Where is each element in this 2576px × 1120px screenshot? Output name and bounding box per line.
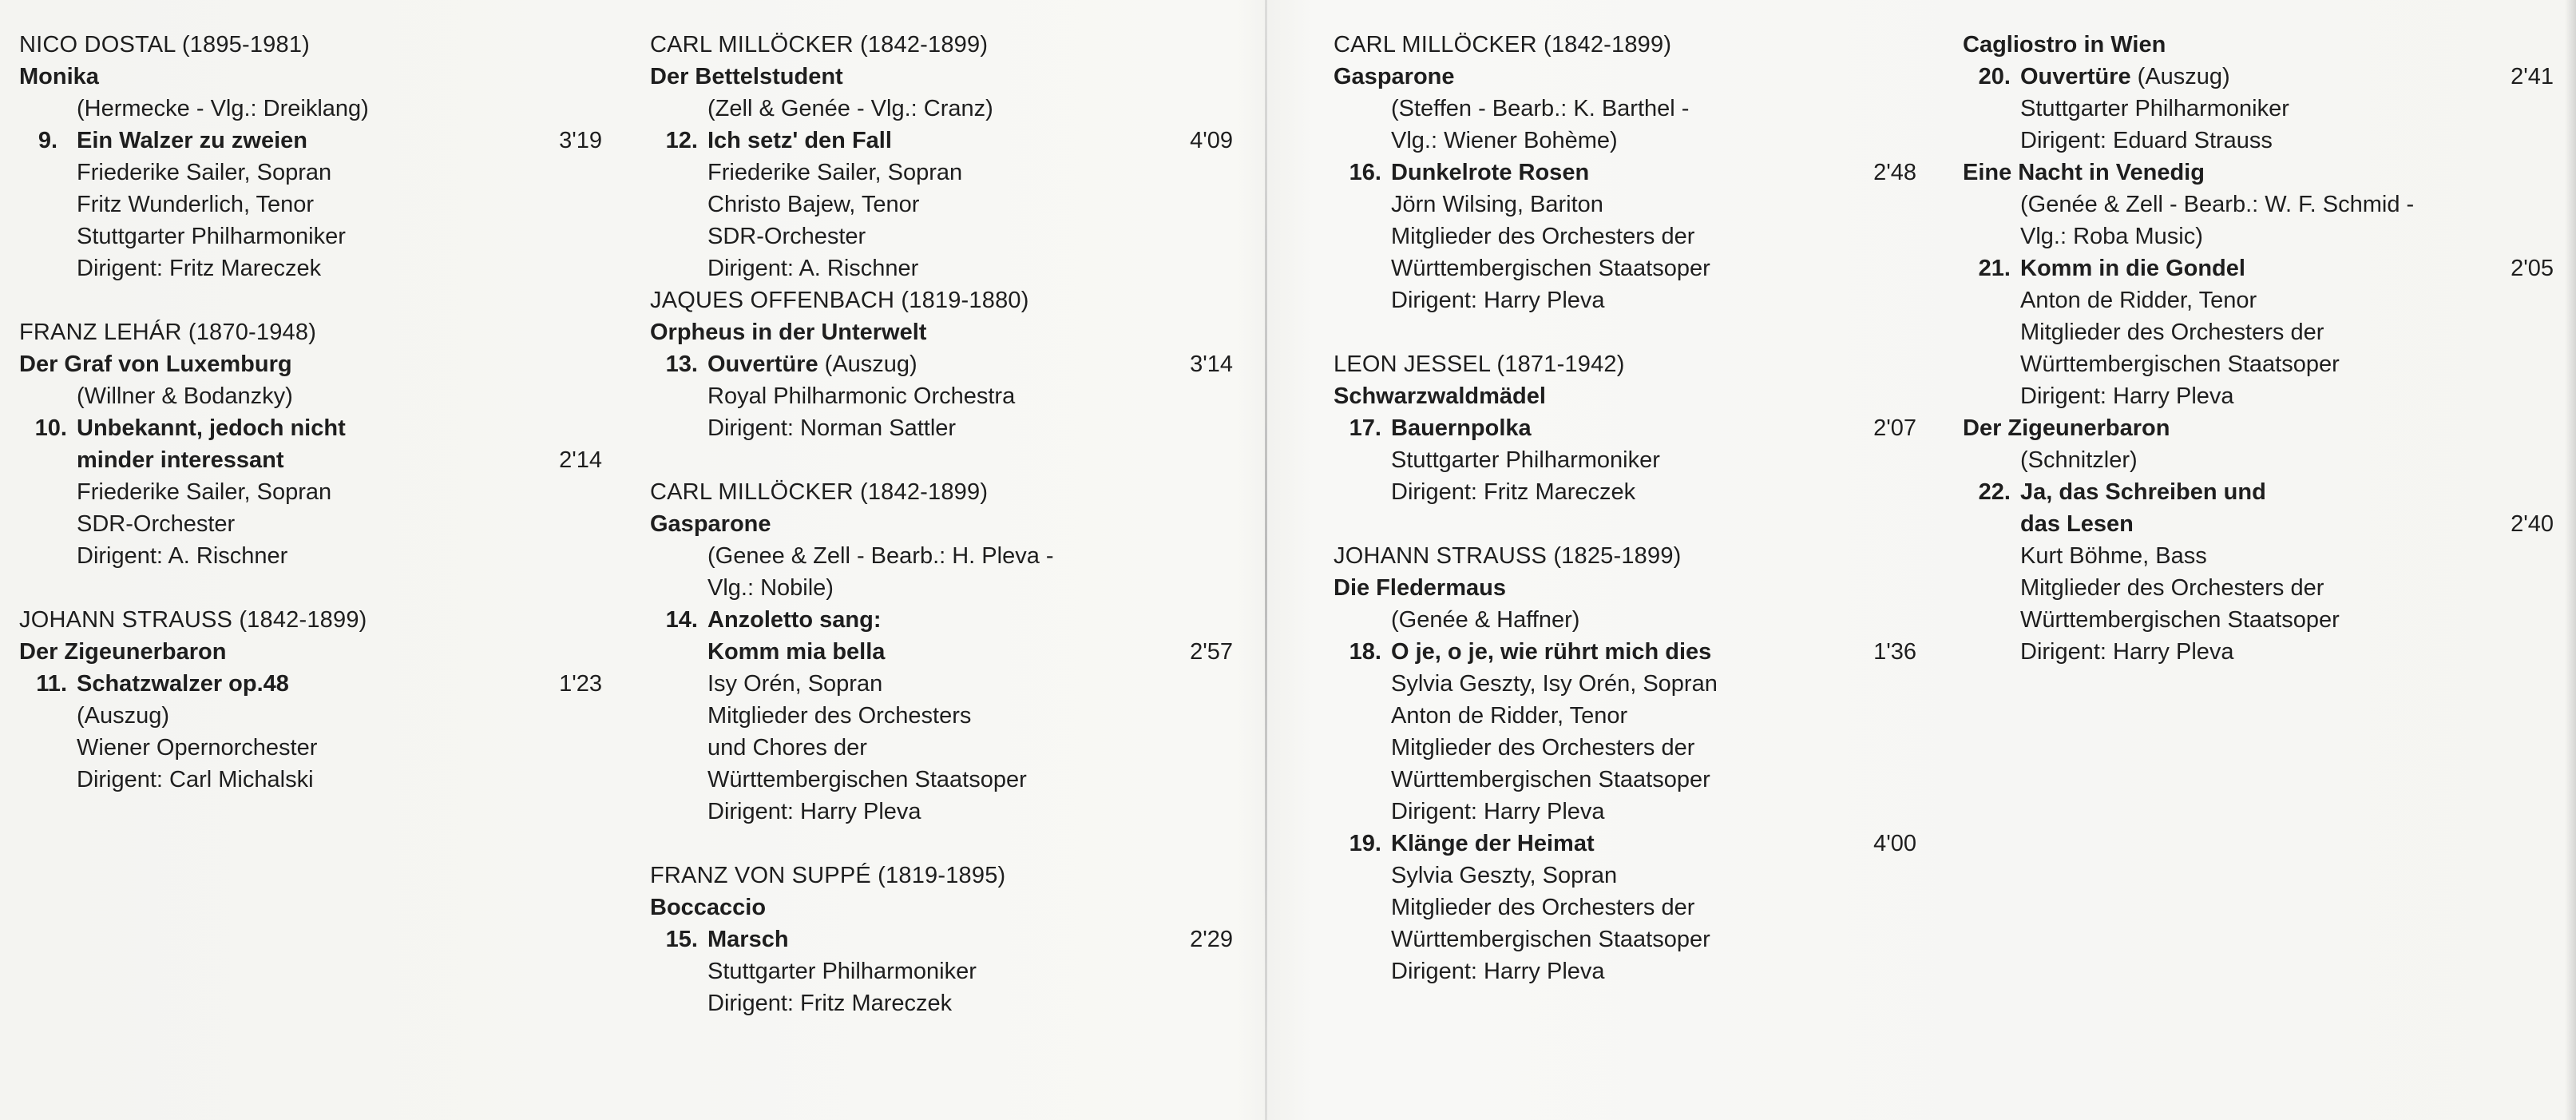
track-title: Ja, das Schreiben und xyxy=(2020,479,2266,505)
booklet-fold xyxy=(1265,0,1267,1120)
track-entry xyxy=(650,923,1233,955)
track-duration: 2'48 xyxy=(1873,160,1916,185)
composer-heading: FRANZ VON SUPPÉ (1819-1895) xyxy=(650,863,1006,888)
credit-line: Mitglieder des Orchesters der xyxy=(1391,224,1695,249)
track-title: Ouvertüre xyxy=(707,351,818,377)
credit-line: Vlg.: Wiener Bohème) xyxy=(1391,128,1618,153)
credit-line: Mitglieder des Orchesters der xyxy=(1391,895,1695,920)
credit-line: (Auszug) xyxy=(77,703,170,729)
credit-line: Dirigent: Harry Pleva xyxy=(2020,383,2234,409)
work-title: Cagliostro in Wien xyxy=(1963,32,2166,58)
track-title-continued xyxy=(1963,508,2554,540)
credit-line: Stuttgarter Philharmoniker xyxy=(77,224,346,249)
work-title: Der Zigeunerbaron xyxy=(1963,415,2170,441)
track-duration: 1'23 xyxy=(559,671,602,697)
track-entry xyxy=(1963,61,2554,93)
track-title: Ouvertüre xyxy=(2020,64,2131,89)
credit-line: Dirigent: Norman Sattler xyxy=(707,415,957,441)
credit-line: Sylvia Geszty, Sopran xyxy=(1391,863,1618,888)
credit-line: Dirigent: Harry Pleva xyxy=(2020,639,2234,665)
credit-line: Christo Bajew, Tenor xyxy=(707,192,920,217)
track-column-4 xyxy=(1963,29,2554,668)
track-title: Komm mia bella xyxy=(707,639,886,665)
work-title: Die Fledermaus xyxy=(1334,575,1506,601)
section-spacer xyxy=(19,284,602,316)
credit-line: und Chores der xyxy=(707,735,867,761)
work-title: Boccaccio xyxy=(650,895,767,920)
page-edge-shadow xyxy=(2565,0,2576,1120)
track-title-continued xyxy=(19,444,602,476)
credit-line: Stuttgarter Philharmoniker xyxy=(1391,447,1660,473)
track-title: Unbekannt, jedoch nicht xyxy=(77,415,346,441)
track-entry xyxy=(19,668,602,700)
track-duration: 4'00 xyxy=(1873,831,1916,856)
track-number: 21. xyxy=(1978,256,2011,281)
credit-line: (Genee & Zell - Bearb.: H. Pleva - xyxy=(707,543,1054,569)
track-title: Komm in die Gondel xyxy=(2020,256,2245,281)
track-entry xyxy=(1334,157,1916,189)
credit-line: Anton de Ridder, Tenor xyxy=(2020,288,2257,313)
credit-line: Dirigent: Carl Michalski xyxy=(77,767,314,792)
track-title: Marsch xyxy=(707,927,789,952)
credit-line: Dirigent: Fritz Mareczek xyxy=(707,991,953,1016)
credit-line: (Hermecke - Vlg.: Dreiklang) xyxy=(77,96,369,121)
work-title: Schwarzwaldmädel xyxy=(1334,383,1546,409)
credit-line: Friederike Sailer, Sopran xyxy=(77,160,332,185)
track-title: das Lesen xyxy=(2020,511,2134,537)
track-number: 20. xyxy=(1978,64,2011,89)
track-duration: 3'19 xyxy=(559,128,602,153)
credit-line: Dirigent: Harry Pleva xyxy=(1391,959,1605,984)
composer-heading: CARL MILLÖCKER (1842-1899) xyxy=(650,479,989,505)
composer-heading: CARL MILLÖCKER (1842-1899) xyxy=(1334,32,1672,58)
work-title: Gasparone xyxy=(1334,64,1455,89)
track-entry xyxy=(1963,252,2554,284)
work-title: Monika xyxy=(19,64,99,89)
credit-line: Jörn Wilsing, Bariton xyxy=(1391,192,1603,217)
credit-line: Anton de Ridder, Tenor xyxy=(1391,703,1628,729)
credit-line: Mitglieder des Orchesters der xyxy=(1391,735,1695,761)
track-note: (Auszug) xyxy=(818,351,917,377)
track-entry xyxy=(650,125,1233,157)
work-title: Der Graf von Luxemburg xyxy=(19,351,292,377)
work-title: Der Bettelstudent xyxy=(650,64,843,89)
track-title: Klänge der Heimat xyxy=(1391,831,1595,856)
track-title: Bauernpolka xyxy=(1391,415,1532,441)
track-entry xyxy=(1334,828,1916,860)
section-spacer xyxy=(1334,316,1916,348)
composer-heading: CARL MILLÖCKER (1842-1899) xyxy=(650,32,989,58)
credit-line: Friederike Sailer, Sopran xyxy=(77,479,332,505)
credit-line: (Genée & Haffner) xyxy=(1391,607,1580,633)
track-duration: 2'41 xyxy=(2511,64,2554,89)
track-entry xyxy=(1963,476,2554,508)
work-title: Orpheus in der Unterwelt xyxy=(650,320,927,345)
credit-line: Dirigent: A. Rischner xyxy=(77,543,288,569)
track-entry xyxy=(650,348,1233,380)
track-duration: 1'36 xyxy=(1873,639,1916,665)
track-duration: 2'07 xyxy=(1873,415,1916,441)
section-spacer xyxy=(1334,508,1916,540)
credit-line: (Zell & Genée - Vlg.: Cranz) xyxy=(707,96,993,121)
credit-line: Württembergischen Staatsoper xyxy=(2020,607,2340,633)
credit-line: Württembergischen Staatsoper xyxy=(707,767,1027,792)
credit-line: SDR-Orchester xyxy=(707,224,866,249)
credit-line: (Steffen - Bearb.: K. Barthel - xyxy=(1391,96,1690,121)
work-title: Der Zigeunerbaron xyxy=(19,639,227,665)
track-number: 13. xyxy=(665,351,698,377)
credit-line: Württembergischen Staatsoper xyxy=(2020,351,2340,377)
credit-line: Mitglieder des Orchesters der xyxy=(2020,320,2324,345)
track-number: 14. xyxy=(665,607,698,633)
track-title-continued xyxy=(650,636,1233,668)
track-duration: 2'40 xyxy=(2511,511,2554,537)
track-duration: 2'29 xyxy=(1190,927,1233,952)
track-number: 9. xyxy=(38,128,57,153)
track-duration: 2'05 xyxy=(2511,256,2554,281)
composer-heading: JOHANN STRAUSS (1842-1899) xyxy=(19,607,367,633)
credit-line: Dirigent: Harry Pleva xyxy=(707,799,921,824)
credit-line: (Schnitzler) xyxy=(2020,447,2138,473)
credit-line: Dirigent: Fritz Mareczek xyxy=(1391,479,1636,505)
track-note: (Auszug) xyxy=(2130,64,2230,89)
track-title: Schatzwalzer op.48 xyxy=(77,671,289,697)
track-number: 17. xyxy=(1349,415,1381,441)
credit-line: Friederike Sailer, Sopran xyxy=(707,160,963,185)
credit-line: Dirigent: Eduard Strauss xyxy=(2020,128,2273,153)
track-title: Ein Walzer zu zweien xyxy=(77,128,307,153)
track-entry xyxy=(19,412,602,444)
track-title: Ich setz' den Fall xyxy=(707,128,892,153)
track-number: 16. xyxy=(1349,160,1381,185)
credit-line: Vlg.: Nobile) xyxy=(707,575,834,601)
track-number: 15. xyxy=(665,927,698,952)
composer-heading: JOHANN STRAUSS (1825-1899) xyxy=(1334,543,1682,569)
credit-line: Vlg.: Roba Music) xyxy=(2020,224,2203,249)
composer-heading: NICO DOSTAL (1895-1981) xyxy=(19,32,311,58)
composer-heading: LEON JESSEL (1871-1942) xyxy=(1334,351,1625,377)
credit-line: (Genée & Zell - Bearb.: W. F. Schmid - xyxy=(2020,192,2415,217)
track-column-3 xyxy=(1334,29,1916,987)
track-entry xyxy=(650,604,1233,636)
credit-line: Kurt Böhme, Bass xyxy=(2020,543,2207,569)
work-title: Gasparone xyxy=(650,511,771,537)
track-duration: 4'09 xyxy=(1190,128,1233,153)
credit-line: (Willner & Bodanzky) xyxy=(77,383,293,409)
track-number: 10. xyxy=(34,415,67,441)
track-duration: 2'57 xyxy=(1190,639,1233,665)
track-column-2 xyxy=(650,29,1233,1019)
track-number: 18. xyxy=(1349,639,1381,665)
track-column-1 xyxy=(19,29,602,796)
track-number: 22. xyxy=(1978,479,2011,505)
track-entry xyxy=(19,125,602,157)
credit-line: Stuttgarter Philharmoniker xyxy=(707,959,977,984)
track-title: minder interessant xyxy=(77,447,284,473)
section-spacer xyxy=(650,444,1233,476)
credit-line: Dirigent: Harry Pleva xyxy=(1391,799,1605,824)
credit-line: Dirigent: A. Rischner xyxy=(707,256,919,281)
credit-line: Sylvia Geszty, Isy Orén, Sopran xyxy=(1391,671,1718,697)
section-spacer xyxy=(650,828,1233,860)
section-spacer xyxy=(19,572,602,604)
track-number: 12. xyxy=(665,128,698,153)
track-duration: 2'14 xyxy=(559,447,602,473)
credit-line: Württembergischen Staatsoper xyxy=(1391,927,1710,952)
credit-line: Dirigent: Fritz Mareczek xyxy=(77,256,322,281)
track-entry xyxy=(1334,412,1916,444)
credit-line: Isy Orén, Sopran xyxy=(707,671,883,697)
credit-line: Fritz Wunderlich, Tenor xyxy=(77,192,315,217)
composer-heading: JAQUES OFFENBACH (1819-1880) xyxy=(650,288,1029,313)
credit-line: Dirigent: Harry Pleva xyxy=(1391,288,1605,313)
track-title: Anzoletto sang: xyxy=(707,607,882,633)
credit-line: Mitglieder des Orchesters der xyxy=(2020,575,2324,601)
credit-line: Stuttgarter Philharmoniker xyxy=(2020,96,2289,121)
credit-line: SDR-Orchester xyxy=(77,511,236,537)
track-number: 11. xyxy=(36,671,67,697)
credit-line: Wiener Opernorchester xyxy=(77,735,318,761)
credit-line: Württembergischen Staatsoper xyxy=(1391,256,1710,281)
credit-line: Württembergischen Staatsoper xyxy=(1391,767,1710,792)
track-duration: 3'14 xyxy=(1190,351,1233,377)
track-entry xyxy=(1334,636,1916,668)
credit-line: Mitglieder des Orchesters xyxy=(707,703,972,729)
track-title: O je, o je, wie rührt mich dies xyxy=(1391,639,1712,665)
credit-line: Royal Philharmonic Orchestra xyxy=(707,383,1016,409)
composer-heading: FRANZ LEHÁR (1870-1948) xyxy=(19,320,317,345)
track-title: Dunkelrote Rosen xyxy=(1391,160,1590,185)
work-title: Eine Nacht in Venedig xyxy=(1963,160,2205,185)
track-number: 19. xyxy=(1349,831,1381,856)
